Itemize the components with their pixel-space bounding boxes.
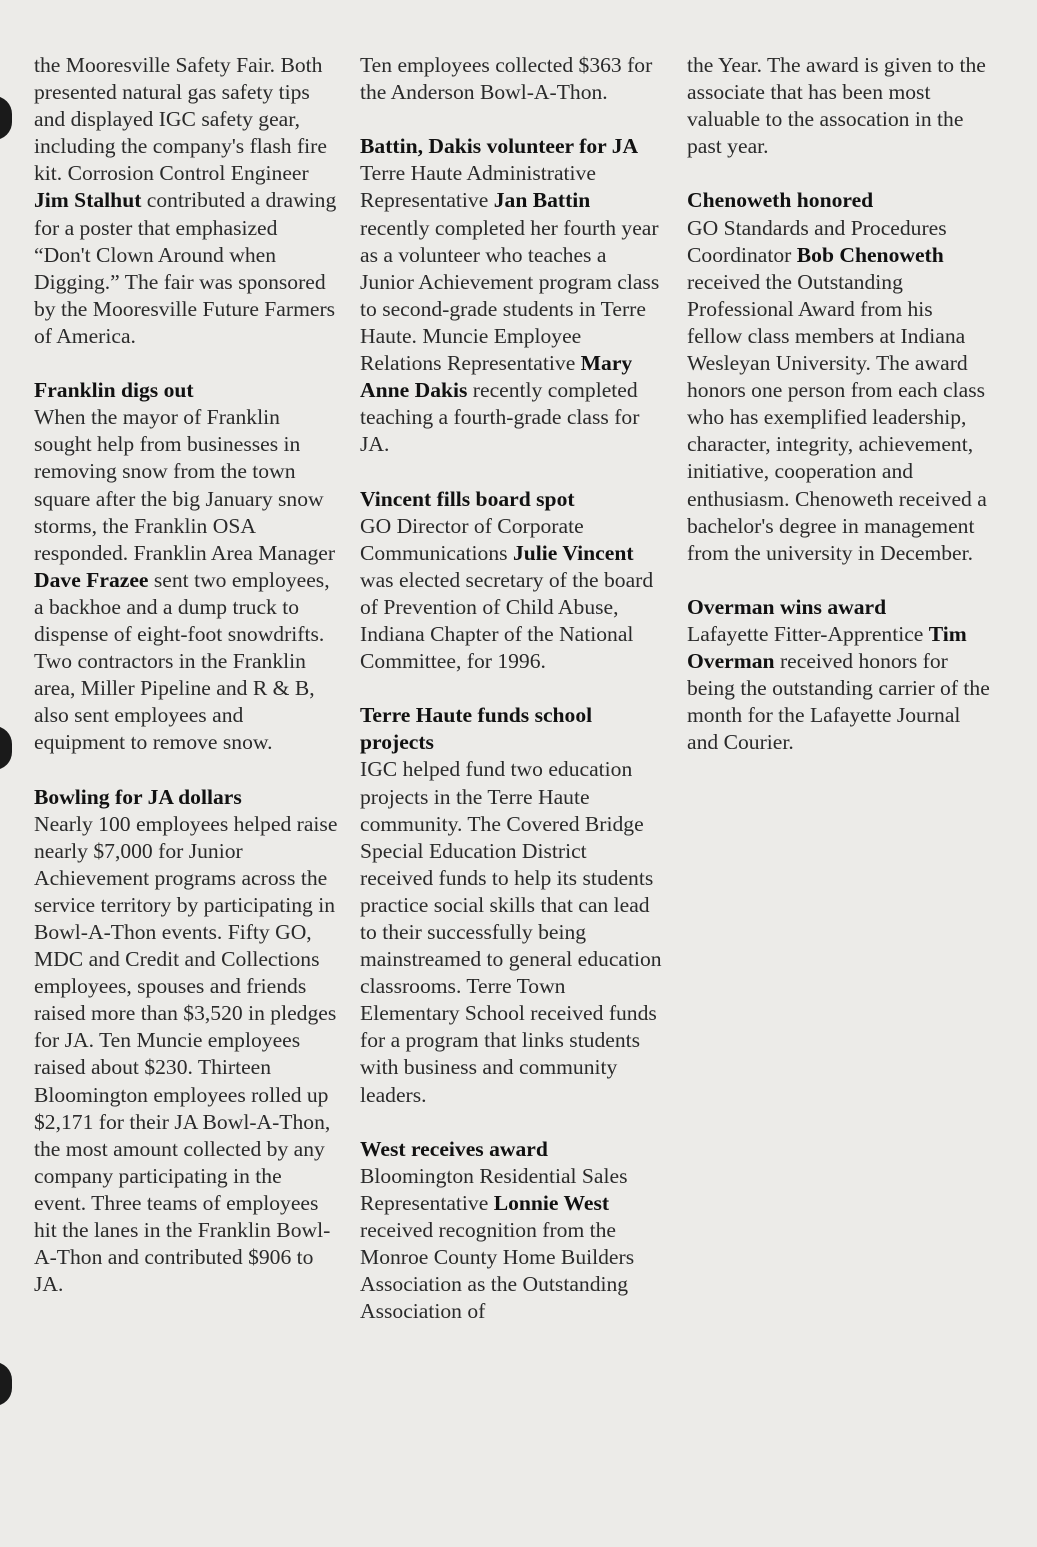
- headline-battin-dakis: Battin, Dakis volunteer for JA: [360, 134, 639, 159]
- headline-vincent: Vincent fills board spot: [360, 486, 575, 511]
- article-paragraph: Lafayette Fitter-Apprentice Tim Overman received honors for being the outstanding carrier of the month for the Lafayette Journal and Courier.: [687, 621, 990, 755]
- person-name: Jan Battin: [493, 188, 591, 213]
- article-paragraph: Terre Haute Administrative Representative Jan Battin recently completed her fourth year as a volunteer who teaches a Junior Achievement program class to second-grade students in Terre Haute. Muncie Employee Relations Representative Mary Anne Dakis recently completed teaching a fourth-grade class for JA.: [360, 161, 660, 457]
- headline-overman: Overman wins award: [687, 594, 887, 619]
- article-paragraph: Bloomington Residential Sales Representative Lonnie West received recognition from the Monroe County Home Builders Association as the Outstanding Association of: [360, 1163, 635, 1324]
- article-paragraph: Nearly 100 employees helped raise nearly $7,000 for Junior Achievement programs across the service territory by participating in Bowl-A-Thon events. Fifty GO, MDC and Credit and Collections employees, spouses and friends raised more than $3,520 in pledges for JA. Ten Muncie employees raised about $230. Thirteen Bloomington employees rolled up $2,171 for their JA Bowl-A-Thon, the most amount collected by any company participating in the event. Three teams of employees hit the lanes in the Franklin Bowl-A-Thon and contributed $906 to JA.: [34, 811, 338, 1297]
- column-1: [34, 52, 339, 1298]
- article-paragraph: the Mooresville Safety Fair. Both presented natural gas safety tips and displayed IGC safety gear, including the company's flash fire kit. Corrosion Control Engineer Jim Stalhut contributed a drawing for a poster that emphasized “Don't Clown Around when Digging.” The fair was sponsored by the Mooresville Future Farmers of America.: [34, 53, 337, 348]
- person-name: Mary Anne Dakis: [360, 351, 633, 403]
- headline-bowling-for-ja: Bowling for JA dollars: [34, 784, 242, 809]
- article-paragraph: Ten employees collected $363 for the Anderson Bowl-A-Thon.: [360, 53, 653, 105]
- article-paragraph: GO Director of Corporate Communications Julie Vincent was elected secretary of the board of Prevention of Child Abuse, Indiana Chapter of the National Committee, for 1996.: [360, 513, 654, 674]
- person-name: Tim Overman: [687, 621, 967, 674]
- headline-terre-haute-funds: Terre Haute funds school projects: [360, 703, 593, 755]
- headline-chenoweth: Chenoweth honored: [687, 188, 874, 213]
- column-2: [360, 52, 665, 1325]
- person-name: Julie Vincent: [512, 540, 634, 565]
- binder-hole: [0, 96, 12, 140]
- article-paragraph: When the mayor of Franklin sought help from businesses in removing snow from the town square after the big January snow storms, the Franklin OSA responded. Franklin Area Manager Dave Frazee sent two employees, a backhoe and a dump truck to dispense of eight-foot snowdrifts. Two contractors in the Franklin area, Miller Pipeline and R & B, also sent employees and equipment to remove snow.: [34, 405, 336, 755]
- headline-west-award: West receives award: [360, 1136, 548, 1161]
- article-paragraph: GO Standards and Procedures Coordinator Bob Chenoweth received the Outstanding Professional Award from his fellow class members at Indiana Wesleyan University. The award honors one person from each class who has exemplified leadership, character, integrity, achievement, initiative, cooperation and enthusiasm. Chenoweth received a bachelor's degree in management from the university in December.: [687, 215, 987, 565]
- column-3: [687, 52, 992, 756]
- binder-hole: [0, 726, 12, 770]
- article-paragraph: the Year. The award is given to the associate that has been most valuable to the assocation in the past year.: [687, 53, 986, 159]
- person-name: Lonnie West: [493, 1190, 610, 1215]
- person-name: Bob Chenoweth: [796, 242, 944, 267]
- headline-franklin-digs-out: Franklin digs out: [34, 378, 194, 403]
- person-name: Dave Frazee: [34, 567, 149, 592]
- person-name: Jim Stalhut: [34, 188, 142, 213]
- article-paragraph: IGC helped fund two education projects in the Terre Haute community. The Covered Bridge Special Education District received funds to help its students practice social skills that can lead to their successfully being mainstreamed to general education classrooms. Terre Town Elementary School received funds for a program that links students with business and community leaders.: [360, 757, 662, 1107]
- binder-hole: [0, 1362, 12, 1406]
